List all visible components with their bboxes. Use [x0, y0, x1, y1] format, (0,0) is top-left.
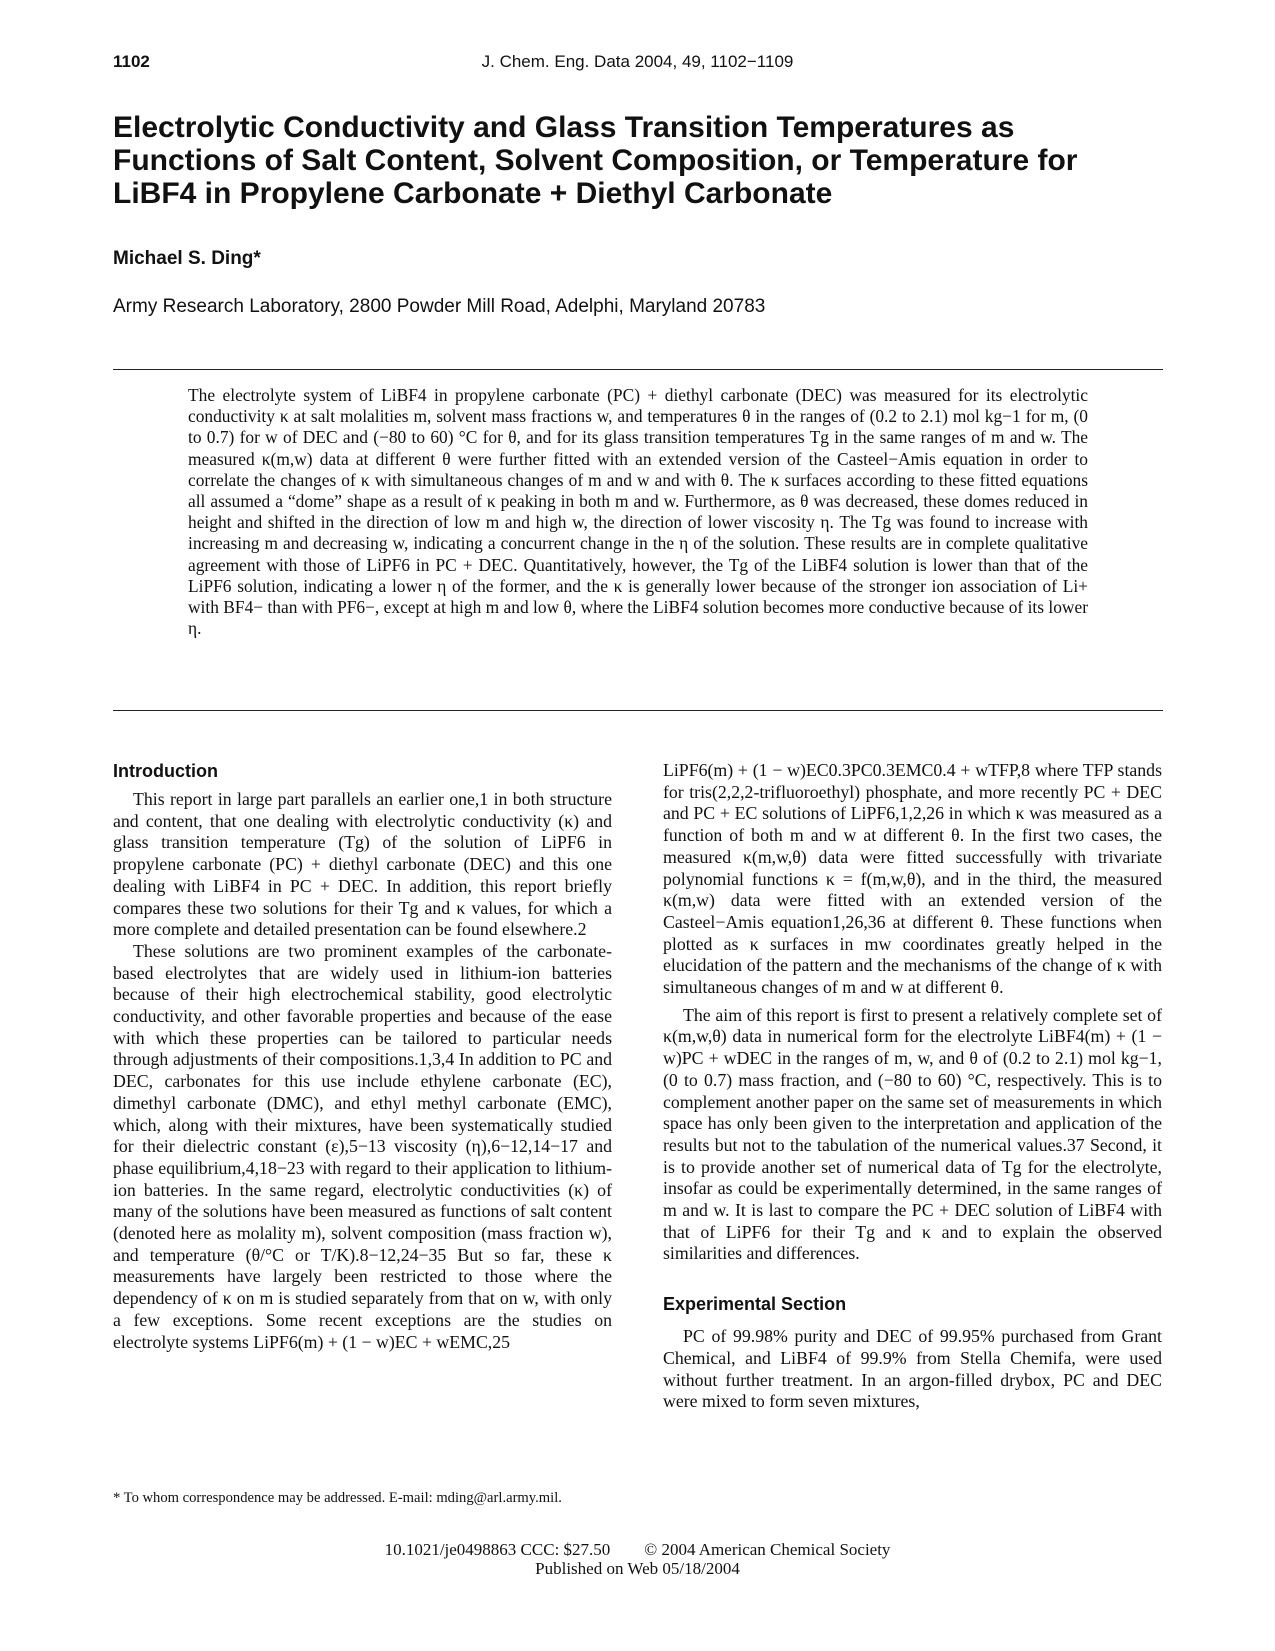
section-heading-introduction: Introduction	[113, 761, 218, 781]
copyright-notice: © 2004 American Chemical Society	[644, 1540, 891, 1559]
doi-price: 10.1021/je0498863 CCC: $27.50	[384, 1540, 611, 1559]
section-heading-experimental: Experimental Section	[663, 1294, 847, 1315]
journal-citation: J. Chem. Eng. Data 2004, 49, 1102−1109	[481, 52, 794, 71]
abstract-top-rule	[113, 369, 1163, 370]
intro-continuation-paragraph: LiPF6(m) + (1 − w)EC0.3PC0.3EMC0.4 + wTFP,8 where TFP stands for tris(2,2,2-trifluoroethyl) phosphate, and more recently PC + DEC and PC + EC solutions of LiPF6,1,2,26 in which κ was measured as a function of both m and w at different θ. In the first two cases, the measured κ(m,w,θ) data were fitted successfully with trivariate polynomial functions κ = f(m,w,θ), and in the third, the measured κ(m,w) data were fitted with an extended version of the Casteel−Amis equation1,26,36 at different θ. These functions when plotted as κ surfaces in mw coordinates greatly helped in the elucidation of the pattern and the mechanisms of the change of κ with simultaneous changes of m and w at different θ.	[663, 760, 1162, 998]
left-column	[113, 760, 612, 1353]
page-footer	[0, 1540, 1275, 1578]
author-name: Michael S. Ding*	[113, 248, 261, 269]
author-affiliation: Army Research Laboratory, 2800 Powder Mill Road, Adelphi, Maryland 20783	[113, 296, 766, 317]
article-title: Electrolytic Conductivity and Glass Transition Temperatures as Functions of Salt Content, Solvent Composition, or Temperature for LiBF4 in Propylene Carbonate + Diethyl Carbonate	[113, 111, 1078, 210]
publication-date: Published on Web 05/18/2004	[535, 1559, 740, 1578]
running-header	[113, 52, 1162, 78]
abstract-bottom-rule	[113, 710, 1163, 711]
intro-paragraph-2: These solutions are two prominent examples of the carbonate-based electrolytes that are widely used in lithium-ion batteries because of their high electrochemical stability, good electrolytic conductivity, and other favorable properties and because of the ease with which these properties can be tailored to particular needs through adjustments of their compositions.1,3,4 In addition to PC and DEC, carbonates for this use include ethylene carbonate (EC), dimethyl carbonate (DMC), and ethyl methyl carbonate (EMC), which, along with their mixtures, have been systematically studied for their dielectric constant (ε),5−13 viscosity (η),6−12,14−17 and phase equilibrium,4,18−23 with regard to their application to lithium-ion batteries. In the same regard, electrolytic conductivities (κ) of many of the solutions have been measured as functions of salt content (denoted here as molality m), solvent composition (mass fraction w), and temperature (θ/°C or T/K).8−12,24−35 But so far, these κ measurements have largely been restricted to those where the dependency of κ on m is studied separately from that on w, with only a few exceptions. Some recent exceptions are the studies on electrolyte systems LiPF6(m) + (1 − w)EC + wEMC,25	[113, 940, 612, 1352]
right-column	[663, 760, 1162, 1413]
abstract: The electrolyte system of LiBF4 in propylene carbonate (PC) + diethyl carbonate (DEC) was measured for its electrolytic conductivity κ at salt molalities m, solvent mass fractions w, and temperatures θ in the ranges of (0.2 to 2.1) mol kg−1 for m, (0 to 0.7) for w of DEC and (−80 to 60) °C for θ, and for its glass transition temperatures Tg in the same ranges of m and w. The measured κ(m,w) data at different θ were further fitted with an extended version of the Casteel−Amis equation in order to correlate the changes of κ with simultaneous changes of m and w and with θ. The κ surfaces according to these fitted equations all assumed a “dome” shape as a result of κ peaking in both m and w. Furthermore, as θ was decreased, these domes reduced in height and shifted in the direction of low m and high w, the direction of lower viscosity η. The Tg was found to increase with increasing m and decreasing w, indicating a concurrent change in the η of the solution. These results are in complete qualitative agreement with those of LiPF6 in PC + DEC. Quantitatively, however, the Tg of the LiBF4 solution is lower than that of the LiPF6 solution, indicating a lower η of the former, and the κ is generally lower because of the stronger ion association of Li+ with BF4− than with PF6−, except at high m and low θ, where the LiBF4 solution becomes more conductive because of its lower η.	[188, 385, 1088, 639]
correspondence-footnote: * To whom correspondence may be addressed. E-mail: mding@arl.army.mil.	[113, 1490, 562, 1506]
experimental-paragraph: PC of 99.98% purity and DEC of 99.95% purchased from Grant Chemical, and LiBF4 of 99.9% from Stella Chemifa, were used without further treatment. In an argon-filled drybox, PC and DEC were mixed to form seven mixtures,	[663, 1326, 1162, 1412]
aim-paragraph: The aim of this report is first to present a relatively complete set of κ(m,w,θ) data in numerical form for the electrolyte LiBF4(m) + (1 − w)PC + wDEC in the ranges of m, w, and θ of (0.2 to 2.1) mol kg−1, (0 to 0.7) mass fraction, and (−80 to 60) °C, respectively. This is to complement another paper on the same set of measurements in which space has only been given to the interpretation and application of the results but not to the tabulation of the numerical values.37 Second, it is to provide another set of numerical data of Tg for the electrolyte, insofar as could be experimentally determined, in the same ranges of m and w. It is last to compare the PC + DEC solution of LiBF4 with that of LiPF6 for their Tg and κ and to explain the observed similarities and differences.	[663, 1004, 1162, 1264]
intro-paragraph-1: This report in large part parallels an earlier one,1 in both structure and content, that one dealing with electrolytic conductivity (κ) and glass transition temperature (Tg) of the solution of LiPF6 in propylene carbonate (PC) + diethyl carbonate (DEC) and this one dealing with LiBF4 in PC + DEC. In addition, this report briefly compares these two solutions for their Tg and κ values, for which a more complete and detailed presentation can be found elsewhere.2	[113, 789, 612, 940]
page-number: 1102	[113, 52, 150, 71]
